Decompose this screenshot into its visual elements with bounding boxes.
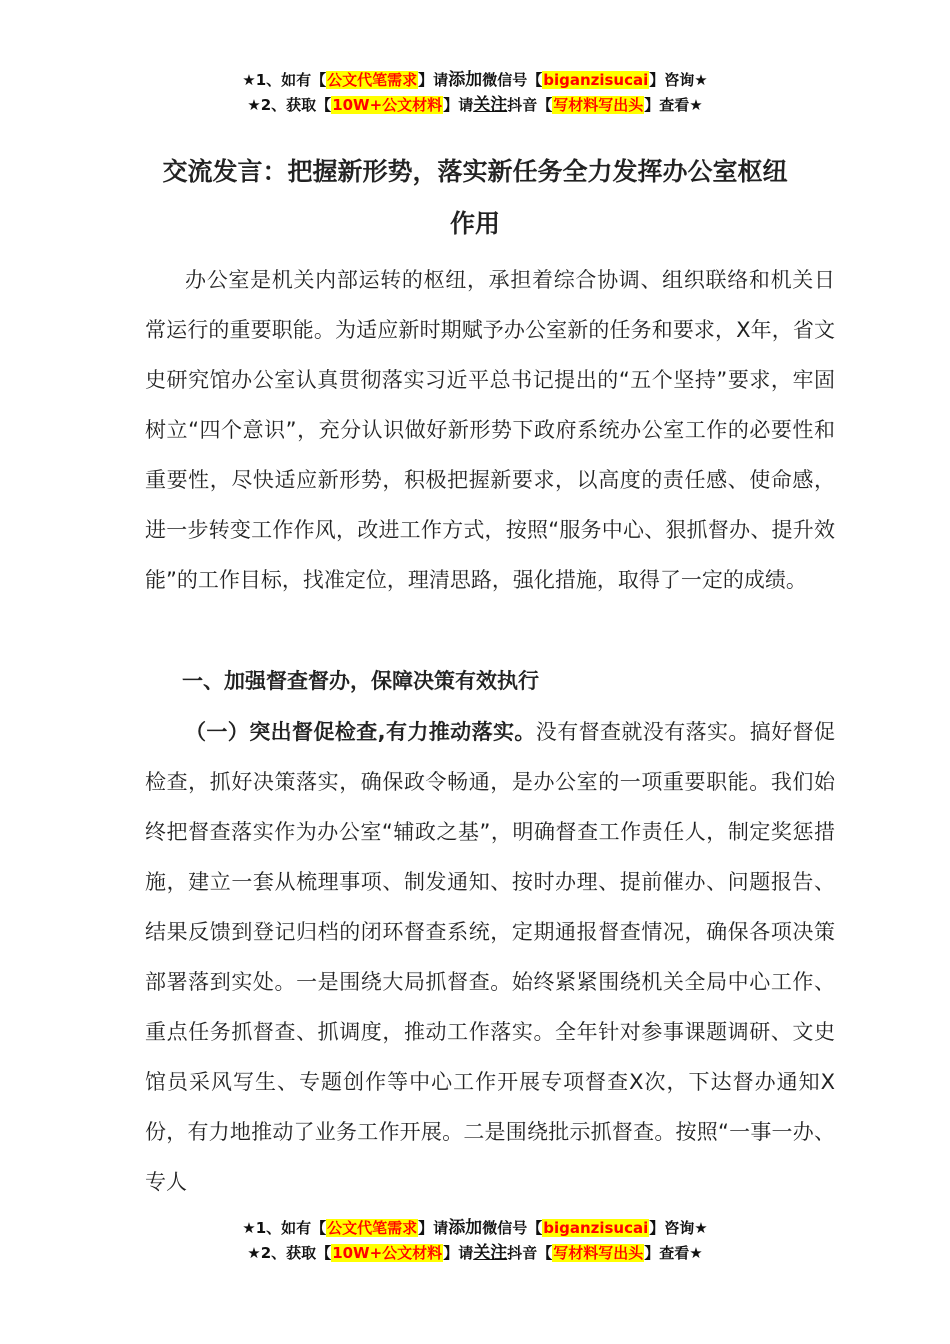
banner-emphasis: 关注: [473, 1243, 508, 1263]
subsection-text: [145, 707, 835, 1207]
header-banner: [0, 68, 950, 118]
banner-highlight: 10W+公文材料: [332, 96, 443, 114]
banner-text: 】查看★: [644, 1244, 703, 1262]
title-line-2: 作用: [449, 209, 500, 238]
title-line-1: 交流发言：把握新形势，落实新任务全力发挥办公室枢纽: [162, 157, 788, 186]
banner-highlight: 公文代笔需求: [327, 71, 418, 89]
banner-highlight: 10W+公文材料: [332, 1244, 443, 1262]
banner-line-2: [0, 1241, 950, 1266]
footer-banner: [0, 1216, 950, 1266]
banner-text: 】咨询★: [649, 1219, 708, 1237]
document-title: [100, 146, 850, 250]
subsection-paragraph: [145, 707, 835, 1207]
banner-line-2: [0, 93, 950, 118]
banner-highlight: biganzisucai: [543, 71, 649, 89]
banner-highlight: 写材料写出头: [553, 96, 644, 114]
banner-emphasis: 添加: [448, 70, 483, 90]
banner-line-1: [0, 68, 950, 93]
subsection-body: 没有督查就没有落实。搞好督促检查，抓好决策落实，确保政令畅通，是办公室的一项重要职能。我们始终把督查落实作为办公室“辅政之基”，明确督查工作责任人，制定奖惩措施，建立一套从梳理事项、制发通知、按时办理、提前催办、问题报告、结果反馈到登记归档的闭环督查系统，定期通报督查情况，确保各项决策部署落到实处。一是围绕大局抓督查。始终紧紧围绕机关全局中心工作、重点任务抓督查、抓调度，推动工作落实。全年针对参事课题调研、文史馆员采风写生、专题创作等中心工作开展专项督查X次，下达督办通知X份，有力地推动了业务工作开展。二是围绕批示抓督查。按照“一事一办、专人: [145, 720, 836, 1194]
banner-emphasis: 添加: [448, 1218, 483, 1238]
banner-text: 微信号【: [482, 71, 543, 89]
subsection-heading: （一）突出督促检查,有力推动落实。: [185, 720, 536, 744]
banner-text: ★2、获取【: [247, 1244, 332, 1262]
banner-highlight: 公文代笔需求: [327, 1219, 418, 1237]
banner-text: 】请: [443, 1244, 474, 1262]
banner-text: 】咨询★: [649, 71, 708, 89]
banner-text: 】请: [418, 1219, 449, 1237]
banner-emphasis: 关注: [473, 95, 508, 115]
banner-highlight: 写材料写出头: [553, 1244, 644, 1262]
banner-text: 抖音【: [507, 96, 553, 114]
banner-text: 】请: [443, 96, 474, 114]
banner-text: ★1、如有【: [242, 1219, 327, 1237]
banner-text: ★1、如有【: [242, 71, 327, 89]
banner-highlight: biganzisucai: [543, 1219, 649, 1237]
banner-text: ★2、获取【: [247, 96, 332, 114]
banner-text: 】查看★: [644, 96, 703, 114]
section-heading: 一、加强督查督办，保障决策有效执行: [182, 669, 539, 693]
banner-line-1: [0, 1216, 950, 1241]
banner-text: 抖音【: [507, 1244, 553, 1262]
intro-text: 办公室是机关内部运转的枢纽，承担着综合协调、组织联络和机关日常运行的重要职能。为适应新时期赋予办公室新的任务和要求，X年，省文史研究馆办公室认真贯彻落实习近平总书记提出的“五个坚持”要求，牢固树立“四个意识”，充分认识做好新形势下政府系统办公室工作的必要性和重要性，尽快适应新形势，积极把握新要求，以高度的责任感、使命感，进一步转变工作作风，改进工作方式，按照“服务中心、狠抓督办、提升效能”的工作目标，找准定位，理清思路，强化措施，取得了一定的成绩。: [145, 268, 835, 592]
banner-text: 】请: [418, 71, 449, 89]
banner-text: 微信号【: [482, 1219, 543, 1237]
intro-paragraph: [145, 255, 835, 605]
